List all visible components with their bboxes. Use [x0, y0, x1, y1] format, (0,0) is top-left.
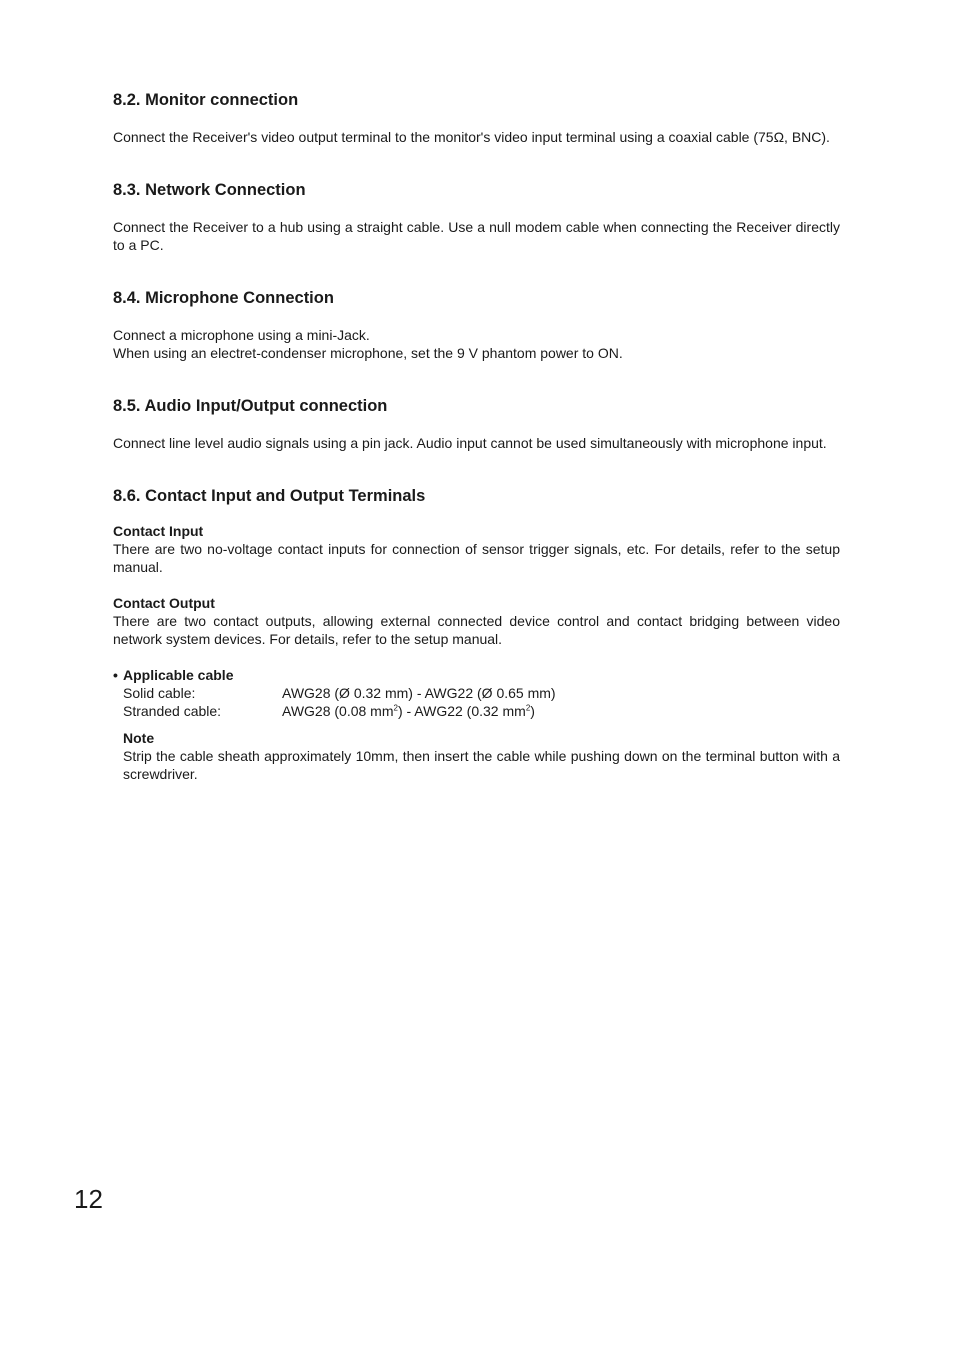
section-paragraph: Connect the Receiver to a hub using a straight cable. Use a null modem cable when connecting the Receiver directly to a PC.	[113, 219, 840, 253]
page-number: 12	[74, 1184, 103, 1214]
section-heading: 8.6. Contact Input and Output Terminals	[113, 487, 426, 505]
bullet-marker: •	[113, 667, 118, 683]
section-heading: 8.5. Audio Input/Output connection	[113, 397, 388, 415]
section-audio-connection	[113, 396, 840, 452]
solid-cable-label: Solid cable:	[123, 685, 196, 701]
section-paragraph: Connect the Receiver's video output terminal to the monitor's video input terminal using a coaxial cable (75Ω, BNC).	[113, 129, 830, 145]
applicable-cable-block	[113, 666, 840, 720]
note-title: Note	[123, 730, 155, 746]
section-contact-terminals	[113, 486, 840, 783]
section-microphone-connection	[113, 288, 840, 362]
stranded-cable-value: AWG28 (0.08 $mm^2) - AWG22$ (0.32 $mm^2$)	[282, 703, 535, 719]
solid-cable-row	[123, 684, 840, 702]
section-network-connection	[113, 180, 840, 254]
note-block	[113, 729, 840, 783]
section-heading: 8.4. Microphone Connection	[113, 289, 334, 307]
section-monitor-connection	[113, 90, 840, 146]
contact-input-text: There are two no-voltage contact inputs for connection of sensor trigger signals, etc. For details, refer to the setup manual.	[113, 541, 840, 575]
contact-output-text: There are two contact outputs, allowing external connected device control and contact bridging between video network system devices. For details, refer to the setup manual.	[113, 613, 840, 647]
section-paragraph: When using an electret-condenser microphone, set the 9 V phantom power to ON.	[113, 345, 623, 361]
note-text: Strip the cable sheath approximately 10mm, then insert the cable while pushing down on the terminal button with a screwdriver.	[123, 748, 840, 782]
section-heading: 8.3. Network Connection	[113, 181, 306, 199]
contact-output-title: Contact Output	[113, 595, 215, 611]
stranded-cable-row	[123, 702, 840, 720]
stranded-cable-label: Stranded cable:	[123, 703, 222, 719]
contact-input-title: Contact Input	[113, 523, 204, 539]
solid-cable-value: AWG28 (Ø 0.32 mm) - AWG22 (Ø 0.65 mm)	[282, 685, 556, 701]
section-paragraph: Connect line level audio signals using a pin jack. Audio input cannot be used simultaneously with microphone input.	[113, 435, 827, 451]
applicable-cable-title: Applicable cable	[123, 667, 234, 683]
document-page	[113, 90, 840, 783]
section-paragraph: Connect a microphone using a mini-Jack.	[113, 327, 370, 343]
section-heading: 8.2. Monitor connection	[113, 91, 299, 109]
